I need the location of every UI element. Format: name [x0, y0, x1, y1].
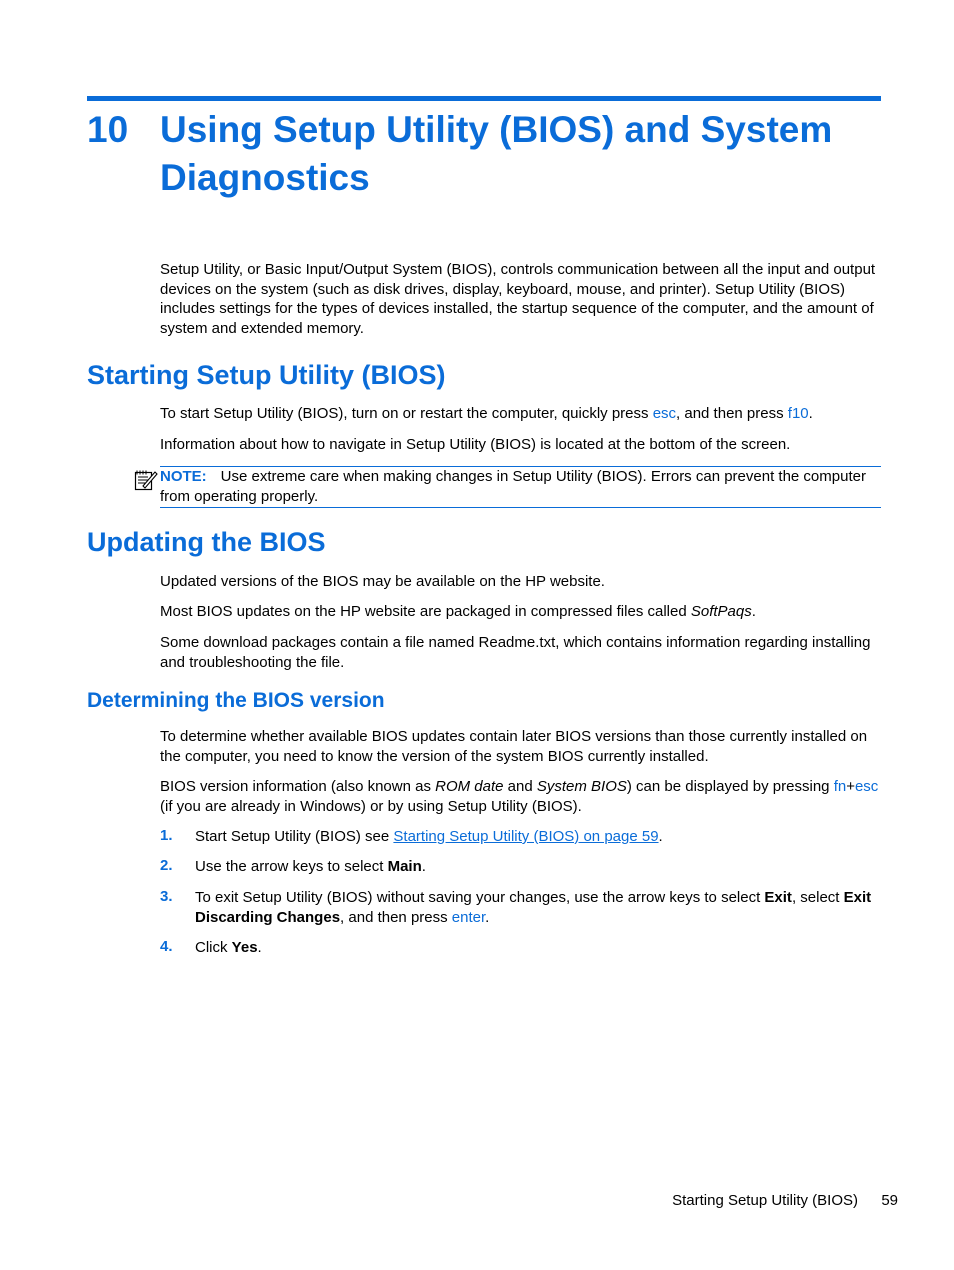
list-item — [160, 938, 885, 958]
updating-paragraph-1 — [160, 572, 885, 592]
softpaqs-term: SoftPaqs — [690, 603, 752, 620]
list-item — [160, 888, 885, 927]
determining-p1-text: To determine whether available BIOS updates contain later BIOS versions than those currently installed on the computer, you need to know the version of the system BIOS currently installed. — [160, 728, 868, 765]
note-box — [160, 466, 881, 508]
starting-setup-utility-link[interactable]: Starting Setup Utility (BIOS) on page 59 — [393, 828, 659, 845]
step-number: 4. — [160, 938, 173, 955]
key-esc: esc — [652, 405, 677, 422]
list-item — [160, 827, 885, 847]
starting-p1-middle: , and then press — [676, 405, 788, 422]
menu-exit-discarding-changes: Exit Discarding Changes — [195, 889, 872, 926]
updating-p1-text: Updated versions of the BIOS may be available on the HP website. — [160, 573, 605, 590]
key-enter: enter — [451, 908, 486, 926]
key-fn: fn — [833, 778, 847, 795]
intro-text: Setup Utility, or Basic Input/Output System (BIOS), controls communication between all the input and output devices on the system (such as disk drives, display, keyboard, mouse, and printer). Setup Utility (BIOS) includes settings for the types of devices installed, the startup sequence of the computer, and the amount of system and extended memory. — [160, 261, 876, 337]
chapter-title — [87, 106, 900, 202]
key-plus: + — [846, 778, 855, 795]
determining-paragraph-1 — [160, 727, 885, 766]
heading-starting-setup-utility: Starting Setup Utility (BIOS) — [87, 360, 446, 390]
starting-p2-text: Information about how to navigate in Setup Utility (BIOS) is located at the bottom of the screen. — [160, 436, 791, 453]
note-label: NOTE: — [160, 468, 207, 485]
key-f10: f10 — [787, 405, 809, 422]
updating-paragraph-2 — [160, 602, 885, 622]
step-mid-2: , and then press — [340, 908, 452, 926]
step-number: 3. — [160, 888, 173, 905]
intro-paragraph — [160, 260, 885, 338]
step-number: 1. — [160, 827, 173, 844]
step-number: 2. — [160, 857, 173, 874]
page-number: 59 — [881, 1192, 898, 1209]
rom-date-term: ROM date — [435, 778, 504, 795]
key-esc-2: esc — [854, 778, 879, 795]
list-item — [160, 857, 885, 877]
chapter-number: 10 — [87, 109, 129, 150]
determining-p2-and: and — [503, 778, 537, 795]
chapter-rule — [87, 96, 881, 101]
updating-p3-text: Some download packages contain a file named Readme.txt, which contains information regarding installing and troubleshooting the file. — [160, 634, 871, 671]
note-text: Use extreme care when making changes in Setup Utility (BIOS). Errors can prevent the computer from operating properly. — [160, 468, 866, 505]
system-bios-term: System BIOS — [536, 778, 627, 795]
step-text: To exit Setup Utility (BIOS) without saving your changes, use the arrow keys to select — [195, 889, 765, 906]
updating-p2-after: . — [751, 603, 756, 620]
step-text: Start Setup Utility (BIOS) see — [195, 828, 394, 845]
starting-paragraph-2 — [160, 435, 885, 455]
determining-p2-text: BIOS version information (also known as — [160, 778, 436, 795]
step-after: . — [485, 908, 490, 926]
step-after: . — [658, 828, 663, 845]
step-mid: , select — [791, 889, 844, 906]
updating-paragraph-3 — [160, 633, 885, 672]
heading-updating-the-bios: Updating the BIOS — [87, 527, 326, 557]
chapter-title-text: Using Setup Utility (BIOS) and System Diagnostics — [160, 109, 833, 198]
footer-section-title: Starting Setup Utility (BIOS) — [672, 1192, 858, 1209]
note-pad-icon — [134, 469, 158, 491]
starting-p1-after: . — [808, 405, 813, 422]
option-yes: Yes — [231, 939, 258, 956]
step-after: . — [421, 858, 426, 875]
determining-paragraph-2 — [160, 777, 885, 816]
determining-p2-tail: (if you are already in Windows) or by using Setup Utility (BIOS). — [160, 797, 582, 815]
starting-p1-text: To start Setup Utility (BIOS), turn on or restart the computer, quickly press — [160, 405, 653, 422]
menu-exit: Exit — [764, 889, 792, 906]
starting-paragraph-1 — [160, 404, 885, 424]
step-text: Click — [195, 939, 232, 956]
menu-main: Main — [387, 858, 422, 875]
step-text: Use the arrow keys to select — [195, 858, 388, 875]
updating-p2-text: Most BIOS updates on the HP website are packaged in compressed files called — [160, 603, 691, 620]
determining-p2-after: ) can be displayed by pressing — [626, 778, 834, 795]
step-after: . — [257, 939, 262, 956]
heading-determining-bios-version: Determining the BIOS version — [87, 689, 385, 712]
